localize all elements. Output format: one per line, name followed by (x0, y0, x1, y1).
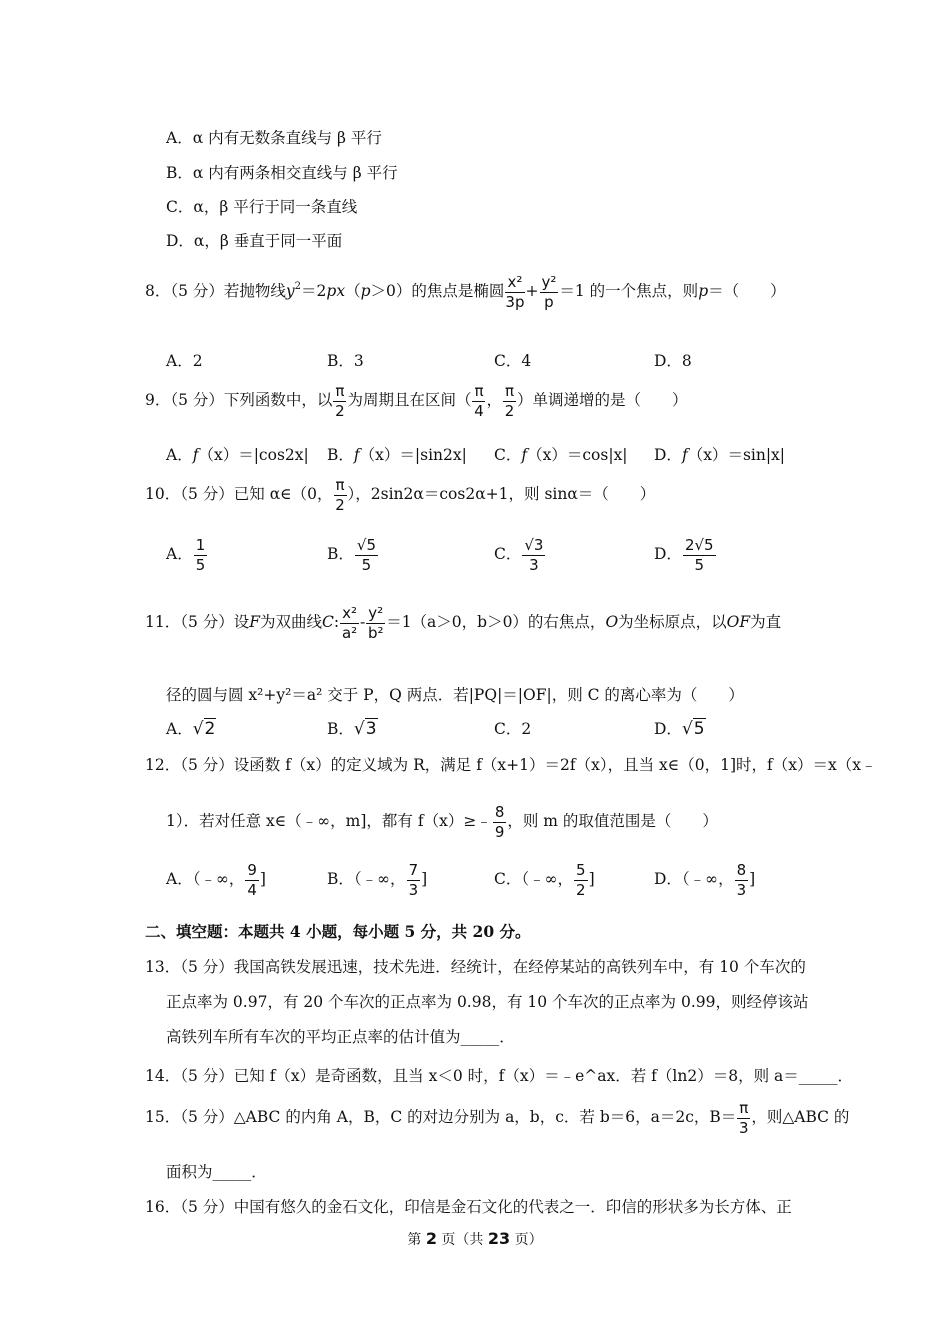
page-total: 23 (487, 1229, 511, 1248)
q8-option-b: B．3 (327, 352, 364, 370)
q9-option-a: A．f（x）＝|cos2x| (166, 446, 309, 464)
q7-option-b: B．α 内有两条相交直线与 β 平行 (166, 164, 398, 182)
question-12: 12．（5 分）设函数 f（x）的定义域为 R，满足 f（x+1）＝2f（x），且当 x∈（0，1]时，f（x）＝x（x﹣ (145, 756, 877, 774)
question-11: 11．（5 分）设F为双曲线C: $\frac{\text{x²}}{\text{a²}}$ - $\frac{\text{y²}}{\text{b²}}$ ＝1（a＞0，b＞0）的右焦点，O为坐标原点，以OF为直 (145, 604, 782, 642)
q9-option-c: C．f（x）＝cos|x| (494, 446, 628, 464)
fraction: $\frac{\text{x²}}{3p}$ (505, 273, 525, 311)
page-number: 2 (425, 1229, 437, 1248)
fraction: $\frac{\pi}{2}$ (504, 382, 515, 420)
q13-line-3: 高铁列车所有车次的平均正点率的估计值为_____． (166, 1028, 515, 1046)
q7-option-a: A．α 内有无数条直线与 β 平行 (166, 129, 382, 147)
question-10: 10．（5 分）已知 α∈（0， $\frac{\pi}{2}$ ），2sin2α＝cos2α+1，则 sinα＝（ ） (145, 476, 656, 514)
question-14: 14．（5 分）已知 f（x）是奇函数，且当 x＜0 时，f（x）＝﹣e^ax．若 f（ln2）＝8，则 a＝_____． (145, 1067, 853, 1085)
question-8: 8．（5 分）若抛物线$y^2=2px(p>0)$的焦点是椭圆 $\frac{\text{x²}}{3p}$ + $\frac{\text{y²}}{p}$ ＝1 的一个焦点，则p＝（ ） (145, 273, 786, 311)
q7-option-d: D．α，β 垂直于同一平面 (166, 232, 343, 250)
q10-option-a: A． $\frac{1}{5}$ (166, 536, 206, 574)
fraction: $\frac{8}{9}$ (494, 803, 505, 841)
fraction: $\frac{\pi}{2}$ (335, 476, 345, 514)
q11-line-2: 径的圆与圆 x²+y²＝a² 交于 P，Q 两点．若|PQ|＝|OF|，则 C 的离心率为（ ） (166, 686, 744, 704)
question-15: 15．（5 分）△ABC 的内角 A，B，C 的对边分别为 a，b，c．若 b＝6，a＝2c，B＝ $\frac{\pi}{3}$ ，则△ABC 的 (145, 1099, 850, 1137)
fraction: $\frac{\pi}{3}$ (739, 1099, 749, 1137)
q11-option-d: D．√5 (654, 719, 705, 739)
q10-option-b: B． $\frac{√5}{5}$ (327, 536, 376, 574)
q9-option-b: B．f（x）＝|sin2x| (327, 446, 467, 464)
q11-option-c: C．2 (494, 720, 532, 738)
fraction: $\frac{\pi}{4}$ (474, 382, 484, 420)
q12-option-a: A．（﹣∞， $\frac{9}{4}$ ] (166, 861, 266, 899)
question-16: 16．（5 分）中国有悠久的金石文化，印信是金石文化的代表之一．印信的形状多为长方体、正 (145, 1198, 792, 1216)
q8-option-c: C．4 (494, 352, 532, 370)
q12-option-c: C．（﹣∞， $\frac{5}{2}$ ] (494, 861, 595, 899)
q11-option-b: B．√3 (327, 719, 377, 739)
q11-option-a: A．√2 (166, 719, 216, 739)
question-13: 13．（5 分）我国高铁发展迅速，技术先进．经统计，在经停某站的高铁列车中，有 10 个车次的 (145, 958, 806, 976)
fraction: $\frac{\pi}{2}$ (335, 382, 345, 420)
q15-line-2: 面积为_____． (166, 1163, 267, 1181)
q10-option-d: D． $\frac{2√5}{5}$ (654, 536, 714, 574)
question-9: 9．（5 分）下列函数中，以 $\frac{\pi}{2}$ 为周期且在区间（ $\frac{\pi}{4}$ ， $\frac{\pi}{2}$ ）单调递增的是（ ） (145, 382, 688, 420)
q12-option-d: D．（﹣∞， $\frac{8}{3}$ ] (654, 861, 756, 899)
q13-line-2: 正点率为 0.97，有 20 个车次的正点率为 0.98，有 10 个车次的正点率为 0.99，则经停该站 (166, 993, 809, 1011)
q8-option-a: A．2 (166, 352, 203, 370)
page-footer: 第 2 页（共 23 页） (407, 1229, 543, 1248)
q9-option-d: D．f（x）＝sin|x| (654, 446, 786, 464)
fraction: $\frac{\text{x²}}{\text{a²}}$ (341, 604, 358, 642)
section-heading: 二、填空题：本题共 4 小题，每小题 5 分，共 20 分。 (145, 922, 531, 941)
q12-option-b: B．（﹣∞， $\frac{7}{3}$ ] (327, 861, 428, 899)
q7-option-c: C．α，β 平行于同一条直线 (166, 198, 358, 216)
q12-line-2: 1）．若对任意 x∈（﹣∞，m]，都有 f（x）≥﹣ $\frac{8}{9}$ ，则 m 的取值范围是（ ） (166, 803, 718, 841)
q8-option-d: D．8 (654, 352, 692, 370)
fraction: $\frac{\text{y²}}{p}$ (541, 273, 557, 311)
fraction: $\frac{\text{y²}}{\text{b²}}$ (367, 604, 384, 642)
q10-option-c: C． $\frac{√3}{3}$ (494, 536, 544, 574)
